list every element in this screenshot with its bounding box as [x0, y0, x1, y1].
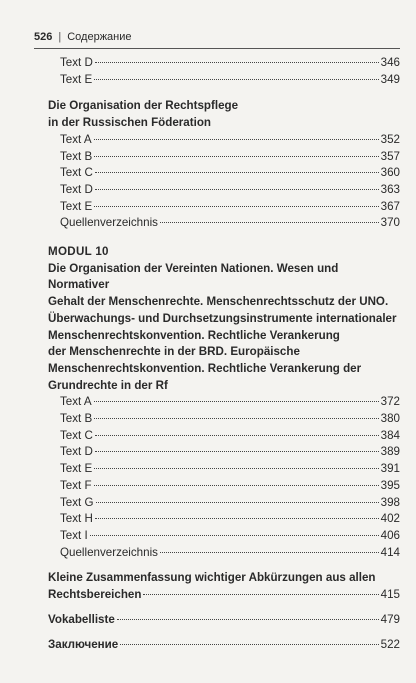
- dot-leader: [94, 400, 379, 402]
- dot-leader: [94, 155, 378, 157]
- toc-entry-label: Text I: [60, 528, 88, 542]
- dot-leader: [143, 593, 378, 595]
- page-header: [34, 30, 396, 44]
- modul-title-line: Menschenrechtskonvention. Rechtliche Verankerung der: [48, 361, 362, 375]
- toc-entry-page: 367: [380, 199, 400, 213]
- toc-entry-page: 389: [380, 445, 400, 459]
- toc-entry-label: Text D: [60, 445, 93, 459]
- dot-leader: [94, 138, 379, 140]
- toc-entry: [48, 165, 400, 182]
- toc-entry-label: Text C: [60, 428, 93, 442]
- dot-leader: [94, 205, 378, 207]
- toc-entry-label: Vokabelliste: [48, 612, 115, 626]
- dot-leader: [120, 643, 378, 645]
- toc-entry-label: Text G: [60, 495, 94, 509]
- toc-entry-label: Text D: [60, 56, 93, 69]
- section-heading-line: Die Organisation der Rechtspflege: [48, 99, 239, 113]
- modul-heading: MODUL 10: [48, 245, 109, 259]
- toc-entry-label: Text C: [60, 166, 93, 180]
- toc-entry-label: Text E: [60, 199, 93, 213]
- toc-entry: [48, 411, 400, 428]
- toc-entry: [48, 182, 400, 199]
- toc-entry-label: Text E: [60, 462, 93, 476]
- modul-title: [48, 261, 400, 395]
- toc-entry-page: 398: [380, 495, 400, 509]
- toc-entry: [48, 444, 400, 461]
- toc-entry-page: 352: [380, 132, 400, 146]
- toc-entry: [48, 428, 400, 445]
- toc-entry: [48, 394, 400, 411]
- toc-entry-label: Text B: [60, 149, 93, 163]
- toc-entry-page: 360: [380, 166, 400, 180]
- toc-entry: [48, 215, 400, 232]
- page-number: 526: [34, 31, 53, 43]
- toc-entry-page: 384: [380, 428, 400, 442]
- dot-leader: [95, 450, 379, 452]
- toc-entry: [48, 72, 400, 89]
- dot-leader: [96, 501, 379, 503]
- modul-title-line: Menschenrechtskonvention. Rechtliche Verankerung: [48, 328, 340, 342]
- modul-title-line: der Menschenrechte in der BRD. Europäische: [48, 345, 300, 359]
- toc-entry: [48, 511, 400, 528]
- toc-entry-label: Quellenverzeichnis: [60, 216, 158, 230]
- dot-leader: [95, 171, 379, 173]
- toc-main-entry-conclusion: [48, 637, 400, 654]
- modul-title-line: Grundrechte in der Rf: [48, 378, 168, 392]
- dot-leader: [94, 78, 378, 80]
- dot-leader: [94, 484, 379, 486]
- table-of-contents: [48, 55, 400, 653]
- summary-title-line: Rechtsbereichen: [48, 588, 142, 602]
- toc-main-entry-vocab: [48, 612, 400, 629]
- modul-title-line: Überwachungs- und Durchsetzungsinstrumente internationaler: [48, 311, 397, 325]
- toc-entry: [48, 55, 400, 72]
- summary-title-line: Kleine Zusammenfassung wichtiger Abkürzungen aus allen: [48, 571, 376, 585]
- toc-entry-label: Text A: [60, 395, 92, 409]
- toc-entry-label: Text B: [60, 412, 93, 426]
- toc-entry-label: Text F: [60, 478, 92, 492]
- toc-entry-page: 349: [380, 72, 400, 86]
- toc-entry-page: 395: [380, 478, 400, 492]
- toc-entry: [48, 149, 400, 166]
- section-heading: [48, 98, 400, 131]
- section-heading-line: in der Russischen Föderation: [48, 116, 211, 130]
- dot-leader: [90, 534, 379, 536]
- dot-leader: [117, 618, 379, 620]
- section-title: Содержание: [67, 31, 132, 43]
- toc-entry-page: 370: [380, 216, 400, 230]
- toc-entry: [48, 132, 400, 149]
- dot-leader: [94, 467, 378, 469]
- toc-entry-page: 391: [380, 462, 400, 476]
- header-separator: |: [58, 31, 62, 43]
- toc-entry-page: 357: [380, 149, 400, 163]
- toc-entry-page: 479: [380, 612, 400, 626]
- dot-leader: [160, 551, 379, 553]
- header-rule: [34, 48, 400, 49]
- toc-entry-page: 414: [380, 545, 400, 559]
- toc-entry-label: Заключение: [48, 637, 119, 651]
- toc-entry: [48, 478, 400, 495]
- dot-leader: [95, 188, 379, 190]
- toc-main-entry-summary: [48, 570, 400, 603]
- toc-entry-label: Quellenverzeichnis: [60, 545, 158, 559]
- modul-title-line: Die Organisation der Vereinten Nationen. Wesen und Normativer: [48, 261, 339, 292]
- toc-entry: [48, 495, 400, 512]
- dot-leader: [95, 517, 379, 519]
- toc-entry: [48, 461, 400, 478]
- toc-entry-page: 346: [380, 56, 400, 69]
- toc-entry-page: 363: [380, 182, 400, 196]
- toc-entry-label: Text H: [60, 512, 93, 526]
- toc-entry-page: 406: [380, 528, 400, 542]
- toc-entry-page: 415: [380, 588, 400, 602]
- dot-leader: [95, 61, 379, 63]
- dot-leader: [160, 221, 379, 223]
- toc-entry-page: 402: [380, 512, 400, 526]
- toc-entry-page: 380: [380, 412, 400, 426]
- dot-leader: [95, 434, 379, 436]
- dot-leader: [94, 417, 378, 419]
- toc-entry-label: Text D: [60, 182, 93, 196]
- toc-entry: [48, 528, 400, 545]
- toc-entry: [48, 545, 400, 562]
- toc-entry-page: 372: [380, 395, 400, 409]
- toc-entry-label: Text E: [60, 72, 93, 86]
- toc-entry: [48, 199, 400, 216]
- modul-title-line: Gehalt der Menschenrechte. Menschenrechtsschutz der UNO.: [48, 295, 389, 309]
- toc-entry: [48, 587, 400, 604]
- toc-entry-page: 522: [380, 637, 400, 651]
- toc-entry-label: Text A: [60, 132, 92, 146]
